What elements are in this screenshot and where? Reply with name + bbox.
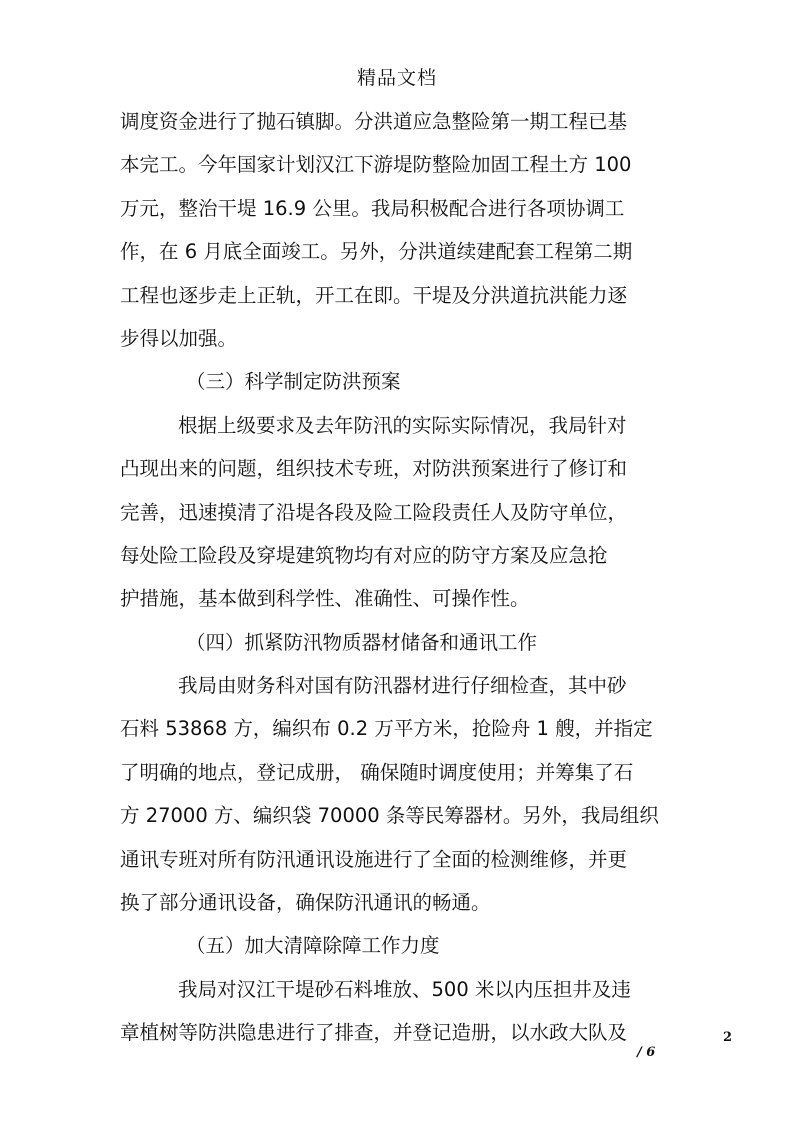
paragraph-first-line: 根据上级要求及去年防汛的实际实际情况，我局针对 (178, 413, 627, 437)
text-line: 步得以加强。 (120, 326, 238, 350)
document-body (120, 100, 680, 1055)
text-line: 凸现出来的问题，组织技术专班，对防洪预案进行了修订和 (120, 457, 628, 481)
section-heading-4: （四）抓紧防汛物质器材储备和通讯工作 (186, 630, 538, 654)
section-heading-5: （五）加大清障除障工作力度 (186, 934, 440, 958)
text-line: 换了部分通讯设备，确保防汛通讯的畅通。 (120, 891, 491, 915)
page-count: / 6 (637, 1045, 656, 1060)
text-line: 每处险工险段及穿堤建筑物均有对应的防守方案及应急抢 (120, 543, 608, 567)
text-line: 完善，迅速摸清了沿堤各段及险工险段责任人及防守单位， (120, 500, 628, 524)
page-number: 2 (722, 1030, 732, 1045)
text-line: 调度资金进行了抛石镇脚。分洪道应急整险第一期工程已基 (120, 110, 628, 133)
text-line: 石料 53868 方，编织布 0.2 万平方米，抢险舟 1 艘，并指定 (120, 717, 653, 741)
paragraph-first-line: 我局由财务科对国有防汛器材进行仔细检查，其中砂 (178, 674, 627, 698)
text-line: 作，在 6 月底全面竣工。另外，分洪道续建配套工程第二期 (120, 240, 633, 264)
text-line: 工程也逐步走上正轨，开工在即。干堤及分洪道抗洪能力逐 (120, 283, 628, 307)
paragraph-first-line: 我局对汉江干堤砂石料堆放、500 米以内压担井及违 (178, 977, 631, 1001)
text-line: 本完工。今年国家计划汉江下游堤防整险加固工程土方 100 (120, 153, 632, 177)
text-line: 通讯专班对所有防汛通讯设施进行了全面的检测维修，并更 (120, 847, 628, 871)
text-line: 方 27000 方、编织袋 70000 条等民筹器材。另外，我局组织 (120, 804, 659, 828)
page-header-title: 精品文档 (356, 67, 437, 89)
text-line: 护措施，基本做到科学性、准确性、可操作性。 (120, 587, 530, 611)
text-line: 万元，整治干堤 16.9 公里。我局积极配合进行各项协调工 (120, 196, 625, 220)
text-line: 章植树等防洪隐患进行了排查，并登记造册，以水政大队及 (120, 1021, 628, 1045)
section-heading-3: （三）科学制定防洪预案 (186, 370, 401, 394)
text-line: 了明确的地点，登记成册， 确保随时调度使用；并筹集了石 (120, 760, 634, 784)
